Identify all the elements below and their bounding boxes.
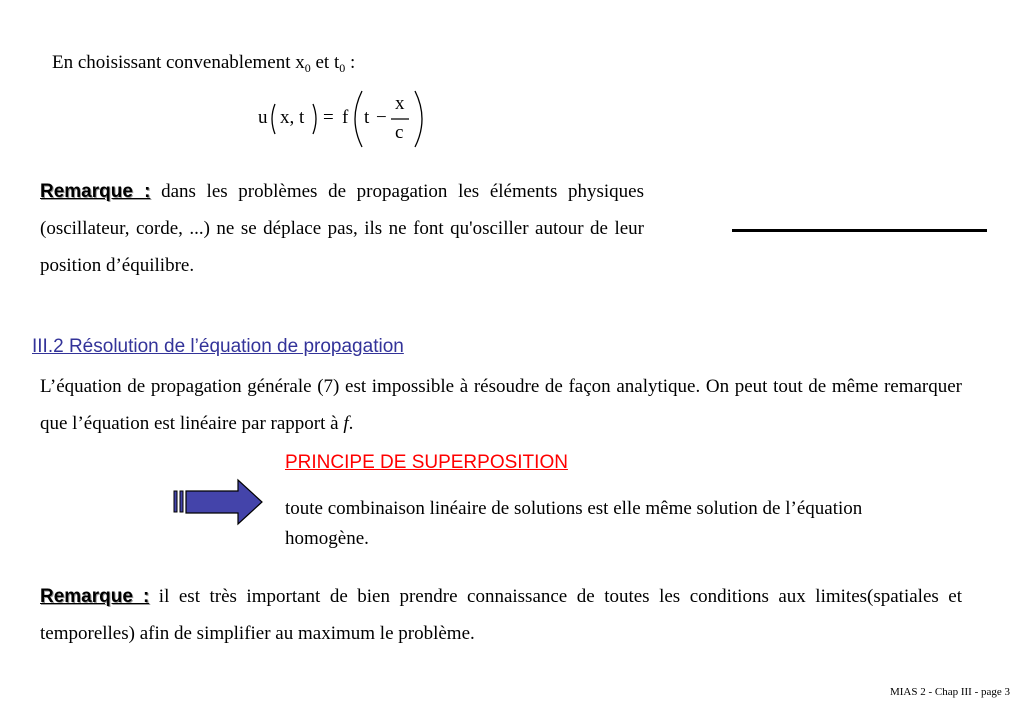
section-var-f: f xyxy=(343,413,349,434)
page-footer: MIAS 2 - Chap III - page 3 xyxy=(889,686,1010,698)
intro-sub-t: 0 xyxy=(339,61,346,75)
section-text: L’équation de propagation générale (7) est impossible à résoudre de façon analytique. On peut tout de même remarquer que l’équation est linéaire par rapport à xyxy=(40,376,962,434)
formula-minus: − xyxy=(376,107,387,128)
formula-f: f xyxy=(342,107,349,128)
formula xyxy=(258,88,428,150)
arrow-right-icon xyxy=(172,478,264,526)
remark-1 xyxy=(40,173,644,284)
formula-denominator: c xyxy=(395,122,404,143)
remark-1-label: Remarque : xyxy=(40,181,151,202)
formula-t: t xyxy=(364,107,370,128)
principle-title: PRINCIPE DE SUPERPOSITION xyxy=(285,452,568,473)
formula-equals: = xyxy=(323,107,334,128)
section-end: . xyxy=(348,413,354,434)
formula-args: x, t xyxy=(280,107,305,128)
horizontal-rule xyxy=(732,229,987,232)
remark-2-label: Remarque : xyxy=(40,586,150,607)
remark-1-text: dans les problèmes de propagation les éléments physiques (oscillateur, corde, ...) ne se déplace pas, ils ne font qu'osciller autour de leur position d’équilibre. xyxy=(40,181,645,276)
section-title: III.2 Résolution de l’équation de propagation xyxy=(32,336,404,357)
remark-2-text: il est très important de bien prendre connaissance de toutes les conditions aux limites(spatiales et temporelles) afin de simplifier au maximum le problème. xyxy=(40,586,963,644)
intro-mid: et t xyxy=(310,52,340,73)
intro-line xyxy=(52,52,355,76)
formula-numerator: x xyxy=(395,93,405,114)
remark-2 xyxy=(40,578,962,652)
principle-text: toute combinaison linéaire de solutions est elle même solution de l’équation homogène. xyxy=(285,498,863,549)
section-paragraph xyxy=(40,368,962,442)
formula-u: u xyxy=(258,107,268,128)
intro-text: En choisissant convenablement x xyxy=(52,52,305,73)
intro-end: : xyxy=(345,52,356,73)
intro-sub-x: 0 xyxy=(304,61,311,75)
